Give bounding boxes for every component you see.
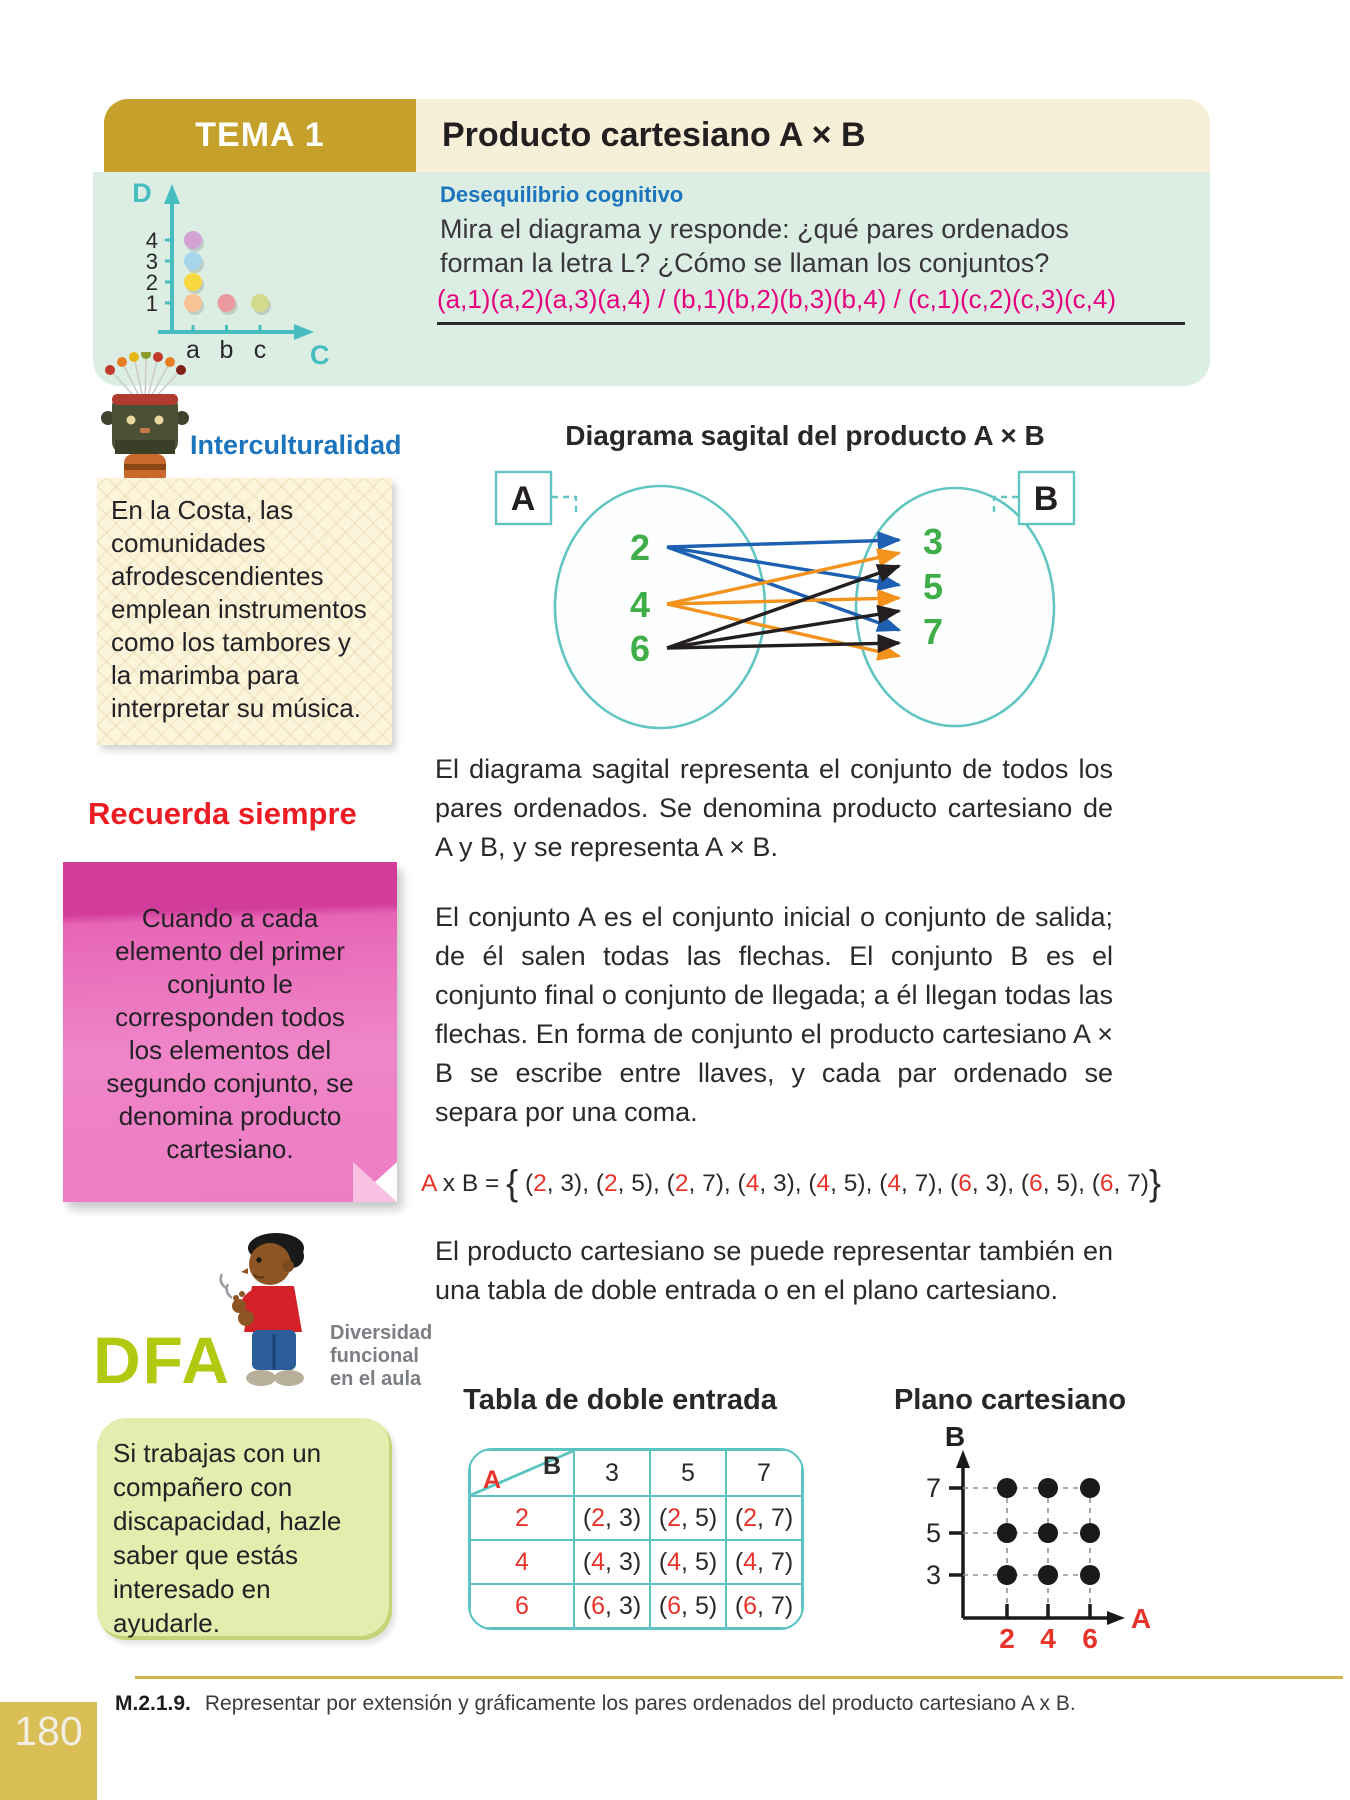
dfa-label-line: en el aula [330,1368,422,1390]
mini-chart-points [184,231,271,315]
table-pair-token: ( [734,1503,744,1532]
plane-y-axis-label: B [944,1421,966,1452]
plane-y-arrow [956,1450,970,1468]
tema-banner [104,99,416,172]
product-set-token: 4 [816,1170,831,1197]
set-b-element: 3 [922,521,944,562]
mini-chart-point [184,231,202,249]
paragraph-sagittal: El diagrama sagital representa el conjunto de todos los pares ordenados. Se denomina producto cartesiano de A y B, y se representa A × B. [435,754,1113,862]
product-set-token: 2 [604,1170,618,1197]
product-set-token: x B = [436,1170,507,1197]
set-a-element: 2 [629,527,651,568]
table-pair-token: ( [658,1503,668,1532]
mini-chart-point [251,294,269,312]
table-pair-cell [650,1496,726,1540]
product-set-token: , 5) [1042,1170,1079,1197]
dfa-label-line: Diversidad [330,1322,433,1344]
table-pair-token: ( [658,1547,668,1576]
plane-x-arrow [1107,1611,1125,1625]
product-set-token: , 7) [1113,1170,1149,1197]
table-row-header: 2 [470,1496,574,1540]
standard-reference [115,1692,1076,1716]
cognitive-answer-line: (a,1)(a,2)(a,3)(a,4) / (b,1)(b,2)(b,3)(b,4) / (c,1)(c,2)(c,3)(c,4) [437,284,1185,325]
footer-rule [135,1676,1343,1679]
set-a-label: A [510,480,536,518]
plane-point [997,1565,1017,1585]
mini-chart-y-tick-label: 4 [145,228,158,253]
product-set-token [518,1170,525,1197]
plane-title: Plano cartesiano [893,1384,1127,1416]
table-pair-token: ( [582,1503,592,1532]
mini-chart-x-tick-label: c [253,336,267,364]
mini-chart-x-tick-label: b [219,336,234,364]
product-set-token: ( [737,1170,746,1197]
table-pair-cell [650,1584,726,1628]
table-col-header: 3 [574,1450,650,1496]
product-set-token: , [865,1170,880,1197]
table-col-header: 7 [726,1450,802,1496]
product-set-token: ( [666,1170,675,1197]
table-pair-token: 4 [743,1547,758,1576]
product-set-token: A [421,1170,436,1197]
table-pair-token: 6 [667,1591,682,1620]
title-banner [416,99,1210,172]
product-set-token: 4 [745,1170,760,1197]
product-set-token: ( [1020,1170,1030,1197]
product-set-token: ( [595,1170,604,1197]
product-set-token: , 3) [759,1170,795,1197]
table-corner-b: B [542,1452,561,1480]
plane-point [1080,1523,1100,1543]
product-set-token: 4 [887,1170,902,1197]
remember-heading: Recuerda siempre [88,796,357,831]
product-set-token: 6 [1029,1170,1043,1197]
mini-chart-y-tick-label: 3 [145,249,158,274]
set-a-element: 4 [629,584,651,625]
set-b-elements [923,521,943,652]
table-pair-token: 2 [667,1503,682,1532]
plane-point [1080,1478,1100,1498]
product-set-line [421,1162,1196,1204]
header-band [104,99,1210,172]
dfa-label [330,1322,432,1391]
table-row-header: 6 [470,1584,574,1628]
table-corner-cell [470,1450,574,1496]
mini-chart-x-axis-label: C [310,340,330,370]
table-pair-cell [574,1584,650,1628]
product-set-token: , [1078,1170,1092,1197]
standard-text: Representar por extensión y gráficamente los pares ordenados del producto cartesiano A x B. [204,1692,1076,1715]
double-entry-table [468,1448,804,1630]
table-pair-token: ( [734,1547,744,1576]
plane-point [1038,1565,1058,1585]
product-set-token: , [582,1170,596,1197]
table-pair-cell [650,1540,726,1584]
sagittal-diagram [455,452,1115,752]
table-pair-token: ( [734,1591,744,1620]
table-pair-token: 4 [591,1547,606,1576]
table-title: Tabla de doble entrada [463,1384,777,1416]
plane-point [1038,1478,1058,1498]
product-set-token: , 7) [901,1170,937,1197]
set-b-element: 5 [922,566,944,607]
product-set-token: 2 [674,1170,689,1197]
table-pair-token: ( [582,1547,592,1576]
dfa-acronym: DFA [93,1323,231,1397]
table-pair-token: , 5) [681,1503,718,1532]
set-b-label: B [1033,480,1059,518]
table-pair-token: 6 [743,1591,758,1620]
plane-point [1080,1565,1100,1585]
product-set-token: 6 [1099,1170,1114,1197]
product-set-token: , 3) [971,1170,1008,1197]
mini-chart-y-axis-label: D [132,178,152,208]
plane-points [997,1478,1100,1585]
plane-gridlines [963,1488,1103,1618]
mini-chart-x-arrow [294,324,314,340]
cognitive-question: Mira el diagrama y responde: ¿qué pares ordenados forman la letra L? ¿Cómo se llaman los conjuntos? [440,214,1069,278]
sticky-note [63,862,397,1202]
table-pair-token: 6 [591,1591,606,1620]
plane-y-tick-label: 3 [925,1560,941,1590]
product-set-token: { [506,1162,519,1203]
intercultural-heading: Interculturalidad [190,430,402,460]
product-set-token: ( [879,1170,888,1197]
set-a-elements [630,527,650,669]
set-b-element: 7 [922,611,944,652]
table-pair-token: , 5) [681,1591,718,1620]
paragraph-representations: El producto cartesiano se puede representar también en una tabla de doble entrada o en el plano cartesiano. [435,1236,1113,1305]
product-set-token: , 5) [617,1170,654,1197]
mini-chart-ticks [146,228,267,364]
product-set-token: ( [524,1170,534,1197]
table-pair-token: 2 [743,1503,758,1532]
intercultural-box [97,478,392,745]
plane-point [997,1478,1017,1498]
dfa-label-line: funcional [330,1345,419,1367]
dfa-tip-text: Si trabajas con un compañero con discapacidad, hazle saber que estás interesado en ayudarle. [113,1438,342,1638]
paragraph-sets: El conjunto A es el conjunto inicial o conjunto de salida; de él salen todas las flechas. El conjunto B es el conjunto final o conjunto de llegada; a él llegan todas las flechas. En forma de conjunto el producto cartesiano A × B se escribe entre llaves, y cada par ordenado se separa por una coma. [435,902,1113,1127]
product-set-token: , [723,1170,738,1197]
mini-chart-x-tick-label: a [186,336,200,364]
product-set-token: , 7) [688,1170,724,1197]
product-set-token: , [794,1170,809,1197]
plane-ticks [926,1473,1098,1654]
plane-point [1038,1523,1058,1543]
sticky-note-curl-shade [353,1162,397,1202]
plane-point [997,1523,1017,1543]
table-pair-token: , 7) [757,1503,794,1532]
page-number-tab [0,1702,97,1800]
mini-chart-y-tick-label: 2 [145,270,158,295]
table-pair-cell [726,1496,802,1540]
table-col-header: 5 [650,1450,726,1496]
product-set-token: ( [950,1170,959,1197]
product-set-token: } [1148,1162,1161,1203]
product-set-token: , 5) [830,1170,866,1197]
table-pair-token: ( [582,1591,592,1620]
plane-x-axis-label: A [1130,1603,1152,1634]
table-pair-token: , 7) [757,1591,794,1620]
table-pair-token: , 5) [681,1547,718,1576]
product-set-token: 2 [533,1170,547,1197]
dfa-tip-box [97,1418,392,1640]
table-pair-token: , 3) [605,1591,642,1620]
product-set-token: , [653,1170,667,1197]
plane-x-tick-label: 4 [1040,1623,1056,1654]
table-row-header: 4 [470,1540,574,1584]
product-set-token: , [936,1170,951,1197]
product-set-token: ( [1091,1170,1100,1197]
sagittal-title: Diagrama sagital del producto A × B [565,420,1045,451]
sticky-note-text: Cuando a cada elemento del primer conjunto le corresponden todos los elementos del segundo conjunto, se denomina producto cartesiano. [106,903,354,1164]
table-pair-token: 2 [591,1503,606,1532]
intercultural-text: En la Costa, las comunidades afrodescendientes emplean instrumentos como los tambores y la marimba para interpretar su música. [111,495,367,723]
product-set-token: , 3) [546,1170,583,1197]
product-set-token: 6 [958,1170,972,1197]
mini-chart-point [184,252,202,270]
plane-x-tick-label: 2 [999,1623,1015,1654]
tema-label: TEMA 1 [195,116,325,154]
table-pair-cell [574,1496,650,1540]
standard-code: M.2.1.9. [115,1692,191,1715]
table-pair-cell [574,1540,650,1584]
cartesian-plane-chart [845,1420,1165,1680]
page-number: 180 [14,1708,83,1754]
plane-y-tick-label: 7 [925,1473,941,1503]
page-title: Producto cartesiano A × B [442,116,866,154]
table-pair-token: , 3) [605,1503,642,1532]
mini-chart-y-tick-label: 1 [145,291,158,316]
table-pair-token: , 3) [605,1547,642,1576]
mini-chart-y-arrow [164,184,180,204]
plane-x-tick-label: 6 [1082,1623,1098,1654]
mini-chart-point [184,294,202,312]
cognitive-heading: Desequilibrio cognitivo [440,182,684,207]
table-pair-token: 4 [667,1547,682,1576]
table-pair-token: , 7) [757,1547,794,1576]
mini-chart-point [184,273,202,291]
table-pair-cell [726,1540,802,1584]
product-set-token: , [1007,1170,1021,1197]
set-a-ellipse [555,486,765,728]
table-pair-cell [726,1584,802,1628]
table-pair-token: ( [658,1591,668,1620]
plane-y-tick-label: 5 [925,1518,941,1548]
product-set-token: ( [808,1170,817,1197]
table-corner-a: A [483,1466,502,1494]
mini-chart-point [218,294,236,312]
set-a-element: 6 [629,628,651,669]
